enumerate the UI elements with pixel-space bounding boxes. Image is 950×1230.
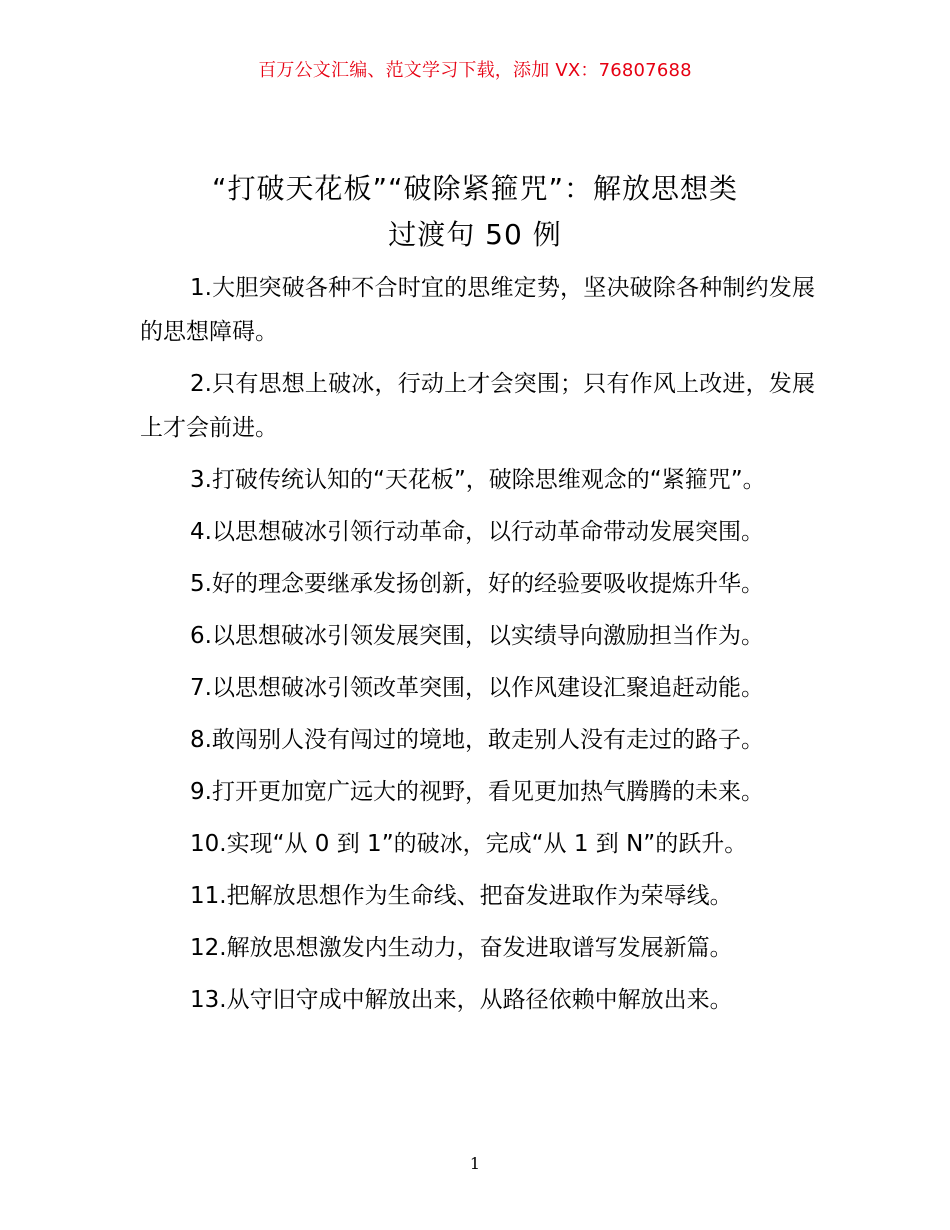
paragraph-1: 1.大胆突破各种不合时宜的思维定势，坚决破除各种制约发展的思想障碍。 [140,275,815,345]
paragraph-5: 5.好的理念要继承发扬创新，好的经验要吸收提炼升华。 [190,571,764,597]
paragraph-13: 13.从守旧守成中解放出来，从路径依赖中解放出来。 [190,987,733,1013]
paragraph-11: 11.把解放思想作为生命线、把奋发进取作为荣辱线。 [190,883,733,909]
paragraph-9: 9.打开更加宽广远大的视野，看见更加热气腾腾的未来。 [190,779,764,805]
document-body [140,266,815,1030]
paragraph-7: 7.以思想破冰引领改革突围，以作风建设汇聚追赶动能。 [190,675,764,701]
header-watermark-note: 百万公文汇编、范文学习下载，添加 VX：76807688 [258,60,692,81]
title-line-1: “打破天花板”“破除紧箍咒”：解放思想类 [211,172,739,205]
paragraph-10: 10.实现“从 0 到 1”的破冰，完成“从 1 到 N”的跃升。 [190,831,748,857]
title-line-2: 过渡句 50 例 [388,218,562,251]
paragraph-3: 3.打破传统认知的“天花板”，破除思维观念的“紧箍咒”。 [190,467,766,493]
paragraph-12: 12.解放思想激发内生动力，奋发进取谱写发展新篇。 [190,935,733,961]
paragraph-6: 6.以思想破冰引领发展突围，以实绩导向激励担当作为。 [190,623,764,649]
document-title [100,166,850,258]
paragraph-8: 8.敢闯别人没有闯过的境地，敢走别人没有走过的路子。 [190,727,764,753]
page-number: 1 [469,1154,481,1173]
paragraph-4: 4.以思想破冰引领行动革命，以行动革命带动发展突围。 [190,519,764,545]
paragraph-2: 2.只有思想上破冰，行动上才会突围；只有作风上改进，发展上才会前进。 [140,371,815,441]
